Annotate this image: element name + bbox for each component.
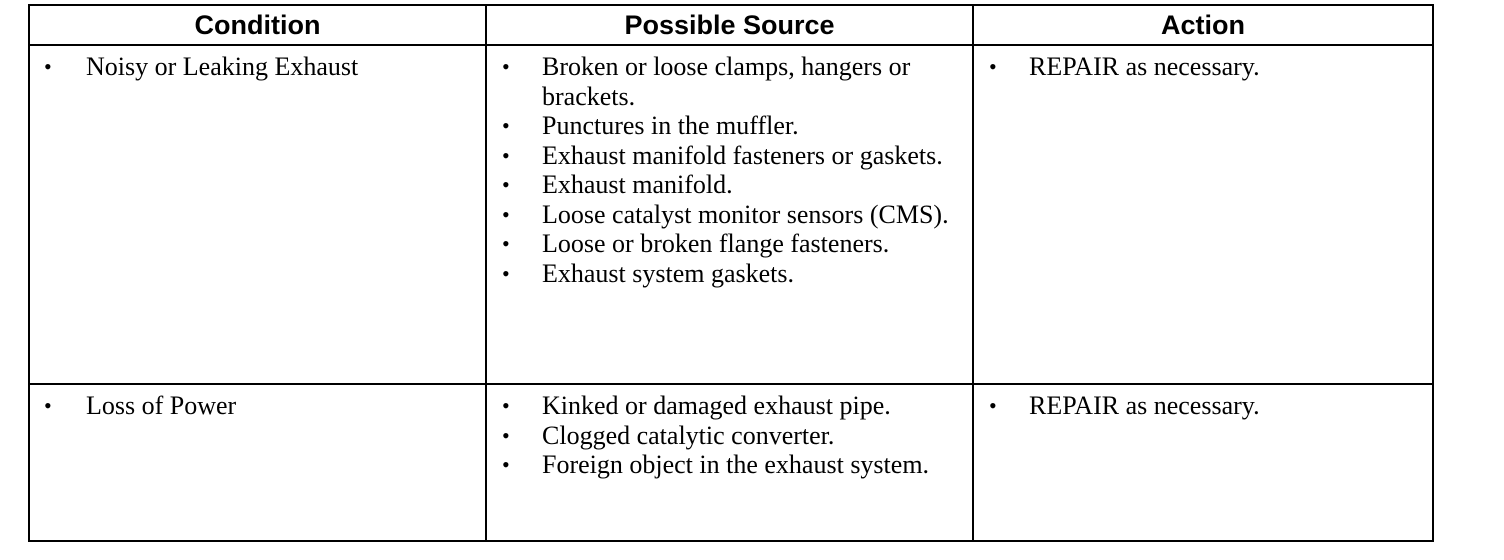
list-item (487, 141, 972, 171)
list-item (487, 450, 972, 480)
source-text: Kinked or damaged exhaust pipe. (542, 391, 891, 420)
condition-cell (29, 45, 486, 384)
bullet-icon: • (44, 393, 52, 418)
diagnosis-table (28, 4, 1434, 542)
source-text: Exhaust manifold fasteners or gaskets. (542, 140, 943, 170)
bullet-icon: • (44, 54, 52, 79)
header-action: Action (973, 5, 1433, 45)
bullet-icon: • (502, 452, 510, 477)
source-text: Loose or broken flange fasteners. (542, 229, 890, 258)
bullet-icon: • (502, 54, 510, 79)
source-cell (486, 384, 973, 541)
list-item (974, 52, 1432, 82)
bullet-icon: • (502, 231, 510, 256)
condition-list (30, 52, 485, 82)
condition-list (30, 391, 485, 421)
action-list (974, 52, 1432, 82)
source-text: Foreign object in the exhaust system. (542, 450, 930, 479)
action-text: REPAIR as necessary. (1029, 52, 1260, 81)
bullet-icon: • (989, 54, 997, 79)
bullet-icon: • (502, 393, 510, 418)
action-cell (973, 45, 1433, 384)
table-row (29, 45, 1433, 384)
condition-text: Noisy or Leaking Exhaust (86, 52, 359, 81)
bullet-icon: • (502, 260, 510, 286)
bullet-icon: • (502, 142, 510, 168)
source-text: Exhaust system gaskets. (542, 258, 795, 288)
list-item (30, 52, 485, 82)
table-row (29, 384, 1433, 541)
source-text: Loose catalyst monitor sensors (CMS). (542, 199, 949, 229)
action-cell (973, 384, 1433, 541)
bullet-icon: • (502, 172, 510, 197)
header-possible-source: Possible Source (486, 5, 973, 45)
source-text: Punctures in the muffler. (542, 111, 799, 140)
list-item (487, 229, 972, 259)
source-text: Broken or loose clamps, hangers or brackets. (542, 52, 911, 111)
header-condition: Condition (29, 5, 486, 45)
action-list (974, 391, 1432, 421)
list-item (487, 170, 972, 200)
action-text: REPAIR as necessary. (1029, 391, 1260, 420)
source-list (487, 52, 972, 288)
bullet-icon: • (502, 201, 510, 227)
bullet-icon: • (502, 113, 510, 138)
source-list (487, 391, 972, 480)
list-item (487, 391, 972, 421)
list-item (487, 259, 972, 289)
list-item (487, 52, 972, 111)
list-item (974, 391, 1432, 421)
source-text: Clogged catalytic converter. (542, 420, 835, 450)
source-cell (486, 45, 973, 384)
header-row (29, 5, 1433, 45)
list-item (30, 391, 485, 421)
list-item (487, 421, 972, 451)
list-item (487, 200, 972, 230)
bullet-icon: • (989, 393, 997, 418)
source-text: Exhaust manifold. (542, 170, 733, 199)
condition-cell (29, 384, 486, 541)
condition-text: Loss of Power (86, 391, 237, 420)
list-item (487, 111, 972, 141)
bullet-icon: • (502, 422, 510, 448)
